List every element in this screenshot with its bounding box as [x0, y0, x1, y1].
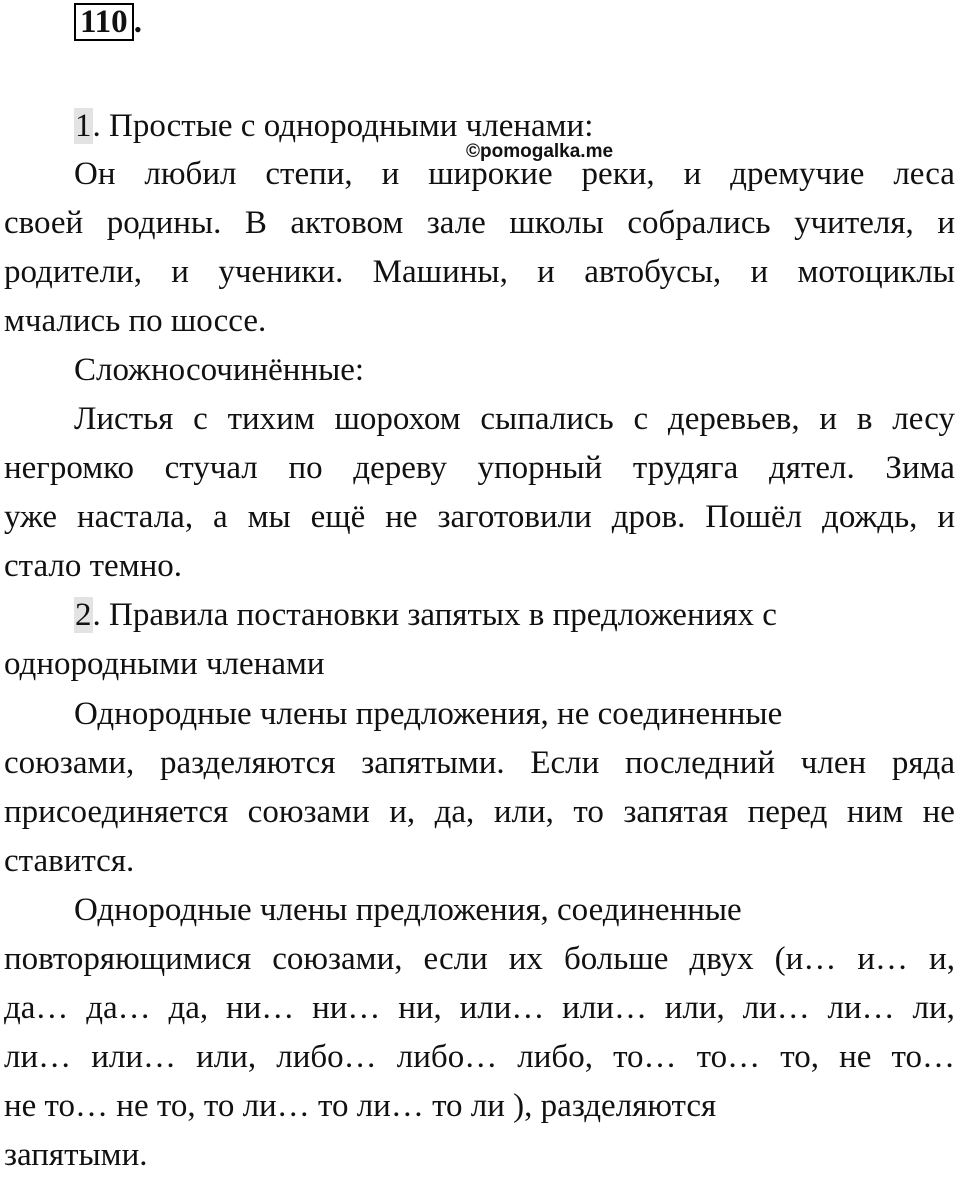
word: да… — [86, 990, 151, 1026]
word: лесу — [892, 401, 955, 437]
word: то, — [780, 1039, 819, 1075]
word: больше — [563, 941, 669, 977]
word: не — [839, 1039, 872, 1075]
word: автобусы, — [584, 254, 722, 290]
word: ни, — [398, 990, 442, 1026]
word: и… — [857, 941, 909, 977]
word: зале — [426, 205, 486, 241]
word: с — [633, 401, 649, 437]
word: последний — [625, 745, 776, 781]
word: запятыми. — [361, 745, 505, 781]
text-line — [4, 493, 955, 541]
word: присоединяется — [4, 794, 229, 830]
word: да… — [4, 990, 69, 1026]
word: член — [800, 745, 867, 781]
compound-heading: Сложносочинённые: — [74, 352, 365, 388]
word: и, — [929, 941, 955, 977]
word: Листья — [74, 401, 174, 437]
word: и — [381, 156, 400, 192]
word: собрались — [627, 205, 771, 241]
task-number — [74, 3, 142, 41]
word: трудяга — [632, 450, 739, 486]
text-line: мчались по шоссе. — [4, 303, 267, 339]
word: Если — [530, 745, 600, 781]
text-line — [4, 739, 955, 787]
word: мы — [247, 499, 291, 535]
part2-heading — [74, 591, 777, 639]
word: не — [385, 499, 418, 535]
part1-marker: 1 — [75, 108, 92, 144]
word: а — [213, 499, 228, 535]
task-number-box: 110 — [74, 3, 134, 41]
word: Он — [74, 156, 116, 192]
word: да, — [168, 990, 209, 1026]
word: то… — [891, 1039, 955, 1075]
word: ли, — [912, 990, 955, 1026]
word: заготовили — [437, 499, 592, 535]
word: родители, — [4, 254, 142, 290]
word: и — [683, 156, 702, 192]
word: ни… — [225, 990, 295, 1026]
word: ещё — [310, 499, 366, 535]
word: и — [537, 254, 555, 290]
word: Зима — [885, 450, 955, 486]
part1-heading-text: . Простые с однородными членами: — [92, 108, 594, 144]
word: мотоциклы — [797, 254, 955, 290]
text-line: Однородные члены предложения, соединенные — [74, 892, 742, 928]
word: союзами — [247, 794, 370, 830]
word: перед — [747, 794, 828, 830]
word: школы — [509, 205, 604, 241]
word: ряда — [891, 745, 955, 781]
text-line — [4, 444, 955, 492]
word: с — [193, 401, 208, 437]
word: то — [573, 794, 604, 830]
word: или, — [196, 1039, 257, 1075]
text-line: запятыми. — [4, 1137, 148, 1173]
word: степи, — [265, 156, 353, 192]
word: ли… — [742, 990, 810, 1026]
word: или… — [91, 1039, 177, 1075]
word: да, — [434, 794, 475, 830]
word: широкие — [428, 156, 553, 192]
word: ученики. — [218, 254, 344, 290]
text-line — [4, 935, 955, 983]
word: дятел. — [768, 450, 855, 486]
word: ли… — [827, 990, 895, 1026]
word: В — [244, 205, 267, 241]
word: Машины, — [372, 254, 508, 290]
word: ни… — [312, 990, 381, 1026]
word: дров. — [611, 499, 686, 535]
word: реки, — [581, 156, 655, 192]
text-line — [4, 248, 955, 296]
task-number-dot: . — [133, 4, 142, 40]
word: запятая — [623, 794, 729, 830]
word: то… — [613, 1039, 677, 1075]
word: учителя, — [794, 205, 914, 241]
word: деревьев, — [667, 401, 800, 437]
text-line — [74, 150, 955, 198]
part2-heading-line2: однородными членами — [4, 646, 325, 682]
word: дремучие — [730, 156, 865, 192]
word: либо… — [396, 1039, 498, 1075]
word: и, — [389, 794, 416, 830]
word: уже — [4, 499, 58, 535]
word: сыпались — [480, 401, 614, 437]
text-line: ставится. — [4, 843, 135, 879]
word: союзами, — [272, 941, 403, 977]
word: настала, — [77, 499, 194, 535]
word: ним — [846, 794, 904, 830]
word: разделяются — [159, 745, 336, 781]
word: своей — [4, 205, 84, 241]
word: по — [288, 450, 323, 486]
word: родины. — [106, 205, 222, 241]
word: или, — [664, 990, 725, 1026]
word: или, — [493, 794, 554, 830]
word: и — [819, 401, 838, 437]
word: или… — [562, 990, 647, 1026]
text-line — [4, 1033, 955, 1081]
word: либо… — [276, 1039, 377, 1075]
word: любил — [144, 156, 237, 192]
text-line: не то… не то, то ли… то ли… то ли ), разделяются — [4, 1088, 717, 1124]
part2-heading-text: . Правила постановки запятых в предложениях с — [92, 597, 777, 633]
word: повторяющимися — [4, 941, 252, 977]
word: если — [423, 941, 488, 977]
text-line — [4, 788, 955, 836]
word: то… — [696, 1039, 761, 1075]
word: и — [171, 254, 189, 290]
word: леса — [893, 156, 955, 192]
text-line: стало темно. — [4, 548, 182, 584]
word: Пошёл — [705, 499, 803, 535]
text-line — [4, 199, 955, 247]
word: и — [937, 499, 955, 535]
word: стучал — [164, 450, 258, 486]
part1-heading — [74, 102, 593, 150]
text-line — [4, 984, 955, 1032]
word: их — [508, 941, 543, 977]
word: двух — [689, 941, 754, 977]
word: негромко — [4, 450, 134, 486]
word: и — [750, 254, 769, 290]
word: шорохом — [334, 401, 461, 437]
word: не — [922, 794, 955, 830]
word: дереву — [353, 450, 447, 486]
word: и — [937, 205, 955, 241]
word: актовом — [290, 205, 404, 241]
text-line — [74, 395, 955, 443]
text-line: Однородные члены предложения, не соединенные — [74, 696, 783, 732]
word: либо, — [517, 1039, 593, 1075]
word: дождь, — [822, 499, 918, 535]
word: или… — [459, 990, 545, 1026]
word: упорный — [477, 450, 603, 486]
watermark: ©pomogalka.me — [466, 141, 614, 162]
word: союзами, — [4, 745, 135, 781]
part2-marker: 2 — [75, 597, 92, 633]
word: ли… — [4, 1039, 72, 1075]
word: в — [856, 401, 873, 437]
word: (и… — [774, 941, 837, 977]
word: тихим — [227, 401, 315, 437]
